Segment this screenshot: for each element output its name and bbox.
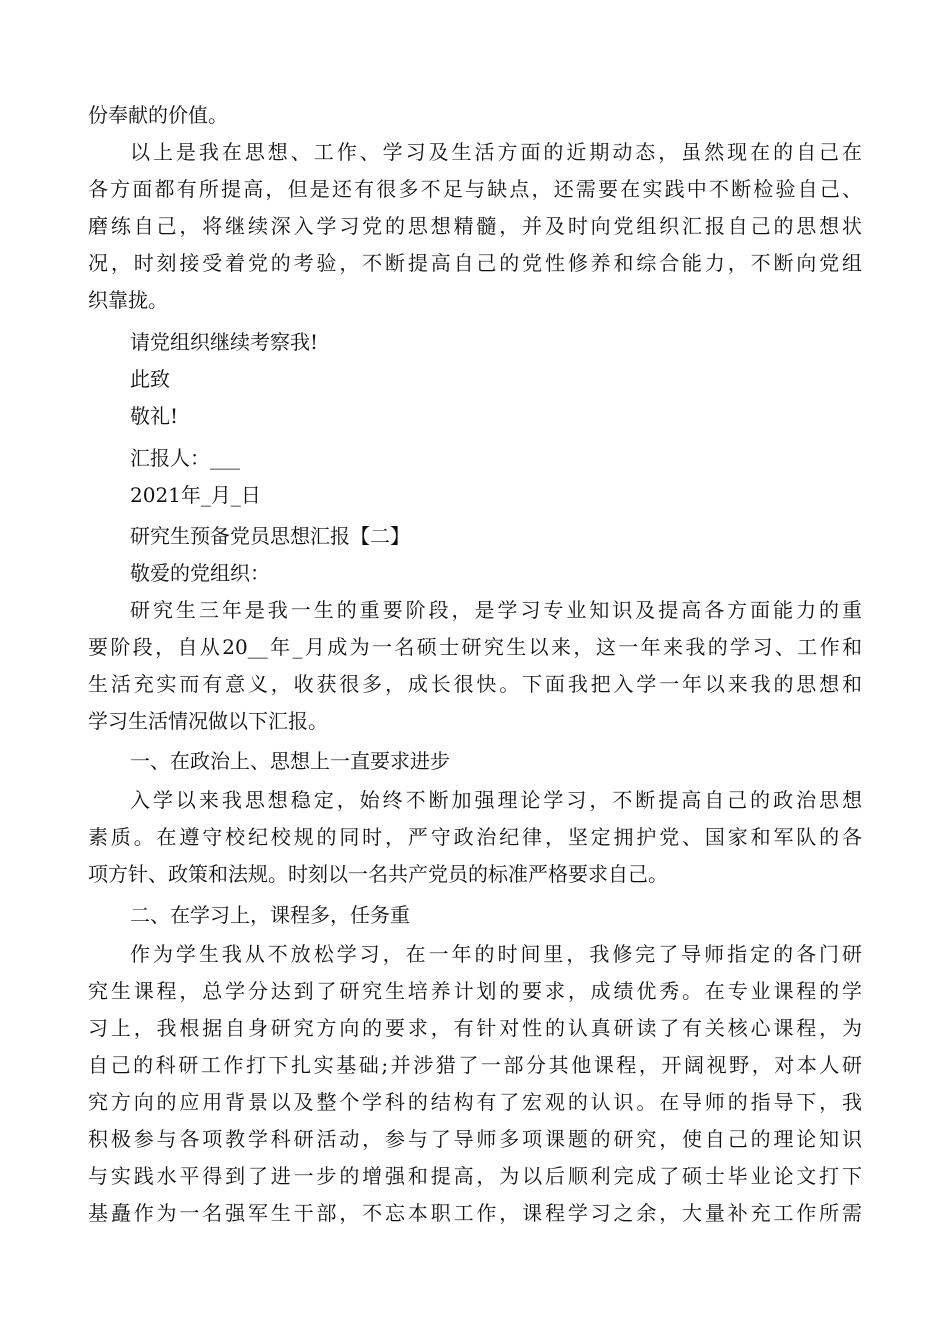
paragraph-first-line: 研究生三年是我一生的重要阶段，是学习专业知识及提高各方面能力的重	[130, 598, 862, 622]
text-line: 素质。在遵守校纪校规的同时，严守政治纪律，坚定拥护党、国家和军队的各	[88, 825, 862, 849]
text-line: 生活充实而有意义，收获很多，成长很快。下面我把入学一年以来我的思想和	[88, 672, 862, 696]
text-line: 项方针、政策和法规。时刻以一名共产党员的标准严格要求自己。	[88, 862, 668, 886]
text-line: 织靠拢。	[88, 288, 168, 312]
paragraph-first-line: 入学以来我思想稳定，始终不断加强理论学习，不断提高自己的政治思想	[130, 788, 862, 812]
text-line: 习上，我根据自身研究方向的要求，有针对性的认真研读了有关核心课程，为	[88, 1016, 862, 1040]
greeting-line: 敬爱的党组织：	[130, 561, 270, 585]
reporter-line: 汇报人：___	[130, 446, 240, 470]
text-line: 自己的科研工作打下扎实基础;并涉猎了一部分其他课程，开阔视野，对本人研	[88, 1053, 862, 1077]
salutation-line: 此致	[130, 367, 170, 391]
text-line: 份奉献的价值。	[88, 103, 228, 127]
text-line: 各方面都有所提高，但是还有很多不足与缺点，还需要在实践中不断检验自己、	[88, 177, 862, 201]
text-line: 究生课程，总学分达到了研究生培养计划的要求，成绩优秀。在专业课程的学	[88, 979, 862, 1003]
date-line: 2021年_月_日	[130, 483, 261, 507]
subsection-heading: 二、在学习上，课程多，任务重	[130, 903, 410, 927]
text-line: 磨练自己，将继续深入学习党的思想精髓，并及时向党组织汇报自己的思想状	[88, 214, 862, 238]
document-page	[88, 0, 862, 1344]
text-line: 究方向的应用背景以及整个学科的结构有了宏观的认识。在导师的指导下，我	[88, 1090, 862, 1114]
text-line: 基矗作为一名强军生干部，不忘本职工作，课程学习之余，大量补充工作所需	[88, 1201, 862, 1225]
text-line: 学习生活情况做以下汇报。	[88, 709, 328, 733]
text-line: 与实践水平得到了进一步的增强和提高，为以后顺利完成了硕士毕业论文打下	[88, 1164, 862, 1188]
paragraph-first-line: 作为学生我从不放松学习，在一年的时间里，我修完了导师指定的各门研	[130, 942, 862, 966]
salutation-line: 敬礼!	[130, 404, 179, 428]
paragraph-first-line: 以上是我在思想、工作、学习及生活方面的近期动态，虽然现在的自己在	[130, 140, 862, 164]
closing-request: 请党组织继续考察我!	[130, 330, 319, 354]
subsection-heading: 一、在政治上、思想上一直要求进步	[130, 749, 450, 773]
text-line: 要阶段，自从20__年_月成为一名硕士研究生以来，这一年来我的学习、工作和	[88, 635, 862, 659]
text-line: 积极参与各项教学科研活动，参与了导师多项课题的研究，使自己的理论知识	[88, 1127, 862, 1151]
text-line: 况，时刻接受着党的考验，不断提高自己的党性修养和综合能力，不断向党组	[88, 251, 862, 275]
section-title: 研究生预备党员思想汇报【二】	[130, 524, 410, 548]
